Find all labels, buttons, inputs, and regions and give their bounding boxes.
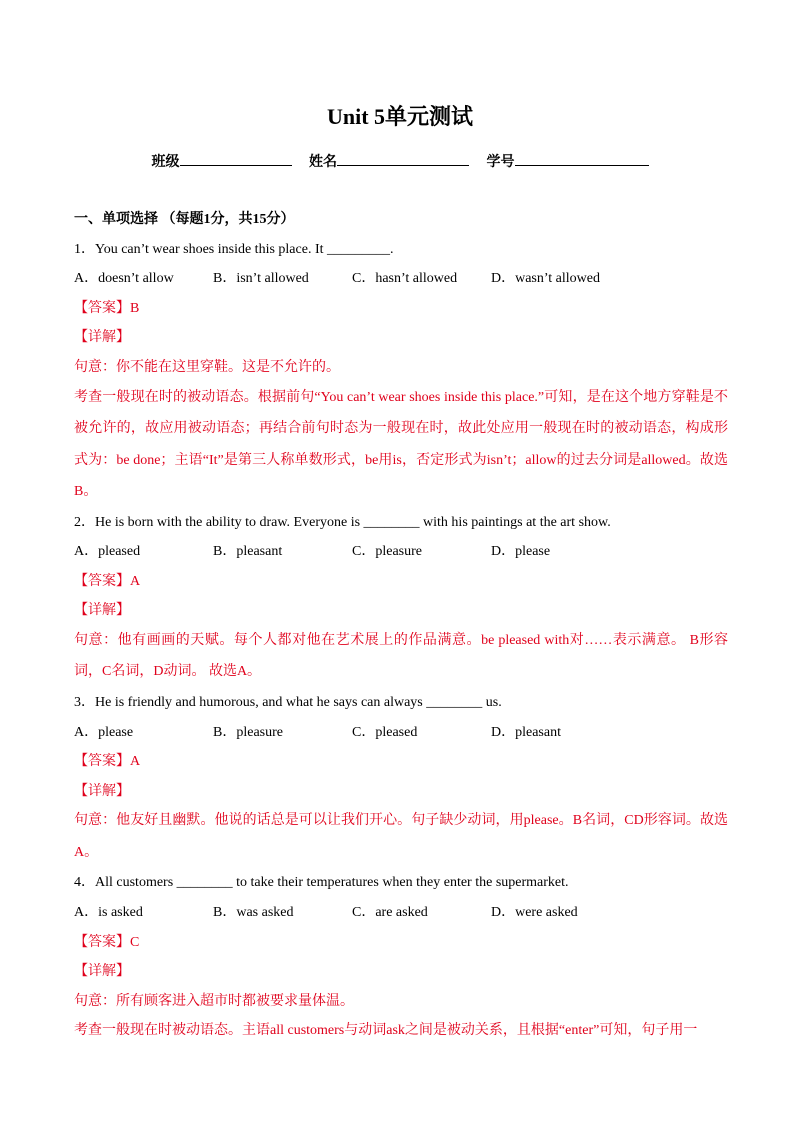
option-b: B．isn’t allowed: [213, 271, 309, 287]
option-d: D．wasn’t allowed: [491, 271, 600, 287]
answer-line: 【答案】C: [74, 934, 140, 950]
question-1: [74, 235, 728, 508]
student-info-row: [0, 150, 800, 174]
question-stem: 3．He is friendly and humorous, and what he says can always ________ us.: [74, 694, 502, 710]
option-b: B．pleasure: [213, 724, 283, 740]
option-c: C．pleased: [352, 724, 418, 740]
analysis-paragraph: 考查一般现在时的被动语态。根据前句“You can’t wear shoes inside this place.”可知，是在这个地方穿鞋是不被允许的，故应用被动语态；再结合前句时态为一般现在时，故此处应用一般现在时的被动语态，构成形式为：be done；主语“It”是第三人称单数形式，be用is，否定形式为isn’t；allow的过去分词是allowed。故选B。: [74, 389, 728, 500]
question-options: [74, 264, 728, 294]
student-id-field: [487, 150, 649, 174]
answer-line: 【答案】A: [74, 573, 141, 589]
sentence-meaning: 句意：你不能在这里穿鞋。这是不允许的。: [74, 359, 340, 375]
option-d: D．please: [491, 544, 551, 560]
question-stem: 4．All customers ________ to take their temperatures when they enter the supermarket.: [74, 875, 569, 891]
answer-line: 【答案】B: [74, 300, 140, 316]
class-field: [152, 150, 292, 174]
question-options: [74, 537, 728, 567]
question-2: [74, 508, 728, 688]
option-c: C．are asked: [352, 904, 428, 920]
section-heading: 一、单项选择 （每题1分，共15分）: [74, 212, 295, 227]
option-a: A．please: [74, 724, 134, 740]
answer-line: 【答案】A: [74, 754, 141, 770]
option-a: A．pleased: [74, 544, 141, 560]
option-c: C．hasn’t allowed: [352, 271, 458, 287]
name-label: 姓名: [309, 155, 337, 170]
detail-label: 【详解】: [74, 330, 130, 346]
option-b: B．pleasant: [213, 544, 283, 560]
analysis-paragraph: 考查一般现在时被动语态。主语all customers与动词ask之间是被动关系，且根据“enter”可知，句子用一: [74, 1023, 698, 1039]
question-4: [74, 868, 728, 1046]
name-field: [309, 150, 469, 174]
detail-label: 【详解】: [74, 964, 130, 980]
class-label: 班级: [151, 155, 180, 170]
question-options: [74, 718, 728, 748]
question-options: [74, 898, 728, 928]
page-title: Unit 5单元测试: [326, 104, 474, 129]
sentence-meaning: 句意：他有画画的天赋。每个人都对他在艺术展上的作品满意。be pleased with对……表示满意。 B形容词，C名词，D动词。 故选A。: [74, 632, 728, 680]
option-d: D．pleasant: [491, 724, 561, 740]
student-id-blank[interactable]: [515, 150, 649, 166]
option-d: D．were asked: [491, 904, 578, 920]
option-c: C．pleasure: [352, 544, 422, 560]
detail-label: 【详解】: [74, 603, 130, 619]
student-id-label: 学号: [486, 155, 515, 170]
name-blank[interactable]: [337, 150, 469, 166]
class-blank[interactable]: [180, 150, 292, 166]
option-a: A．is asked: [74, 904, 143, 920]
sentence-meaning: 句意：他友好且幽默。他说的话总是可以让我们开心。句子缺少动词，用please。B名词，CD形容词。故选A。: [74, 813, 728, 860]
question-3: [74, 688, 728, 868]
detail-label: 【详解】: [74, 783, 130, 799]
question-stem: 1．You can’t wear shoes inside this place. It _________.: [74, 241, 394, 257]
question-stem: 2．He is born with the ability to draw. Everyone is ________ with his paintings at the art show.: [74, 514, 611, 530]
option-a: A．doesn’t allow: [74, 271, 174, 287]
section-single-choice: [74, 205, 728, 1047]
option-b: B．was asked: [213, 904, 294, 920]
sentence-meaning: 句意：所有顾客进入超市时都被要求量体温。: [74, 993, 354, 1009]
